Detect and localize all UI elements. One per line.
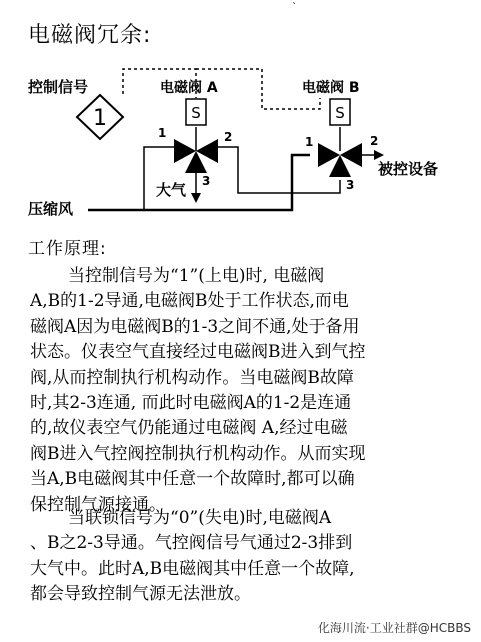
compressed-air-label: 压缩风 — [28, 200, 74, 218]
paragraph-line: 磁阀A因为电磁阀B的1-3之间不通,处于备用 — [30, 316, 360, 337]
valve-b-port-2: 2 — [370, 134, 379, 148]
valve-a-label: 电磁阀 A — [160, 80, 218, 96]
paragraph-line: 大气中。此时A,B电磁阀其中任意一个故障, — [30, 558, 355, 579]
valve-a-port-3: 3 — [202, 174, 211, 188]
controlled-device-label: 被控设备 — [378, 160, 439, 178]
solenoid-redundancy-diagram — [0, 55, 481, 225]
watermark: 化海川流·工业社群@HCBBS — [317, 621, 471, 635]
paragraph-line: 当联锁信号为“0”(失电)时,电磁阀A — [68, 508, 332, 528]
paragraph-line: 时,其2-3连通, 而此时电磁阀A的1-2是连通 — [30, 393, 352, 414]
section-title: 工作原理: — [28, 239, 107, 259]
valve-b-port-3: 3 — [346, 178, 355, 192]
paragraph-2 — [30, 506, 460, 608]
atmosphere-label: 大气 — [156, 181, 187, 199]
control-signal-label: 控制信号 — [28, 78, 89, 96]
paragraph-line: 阀,从而控制执行机构动作。当电磁阀B故障 — [30, 367, 354, 388]
page-title: 电磁阀冗余: — [28, 23, 152, 48]
valve-a-port-1: 1 — [158, 126, 167, 140]
paragraph-line: 阀B进入气控阀控制执行机构动作。从而实现 — [30, 443, 366, 464]
paragraph-line: 的,故仪表空气仍能通过电磁阀 A,经过电磁 — [30, 418, 348, 439]
top-mark: ` — [292, 2, 297, 13]
valve-a-port-2: 2 — [224, 130, 233, 144]
paragraph-line: 当A,B电磁阀其中任意一个故障时,都可以确 — [30, 469, 355, 490]
exhaust-arrow-a-head — [191, 193, 201, 203]
outlet-arrow-head — [374, 150, 384, 160]
control-signal-value: 1 — [93, 106, 107, 131]
valve-b-label: 电磁阀 B — [302, 80, 360, 96]
paragraph-line: 当控制信号为“1”(上电)时, 电磁阀 — [68, 266, 325, 286]
paragraph-1 — [30, 264, 460, 518]
solenoid-letter-b: S — [335, 104, 345, 122]
solenoid-letter-a: S — [191, 104, 201, 122]
paragraph-line: 、B之2-3导通。气控阀信号气通过2-3排到 — [30, 533, 353, 554]
paragraph-line: 都会导致控制气源无法泄放。 — [30, 584, 251, 605]
paragraph-line: 状态。仪表空气直接经过电磁阀B进入到气控 — [30, 342, 366, 363]
valve-a-inlet-pipe — [144, 147, 174, 210]
paragraph-line: A,B的1-2导通,电磁阀B处于工作状态,而电 — [30, 291, 349, 312]
paragraph-line: 保控制气源接通。 — [30, 494, 166, 515]
valve-b-port-1: 1 — [305, 135, 314, 149]
